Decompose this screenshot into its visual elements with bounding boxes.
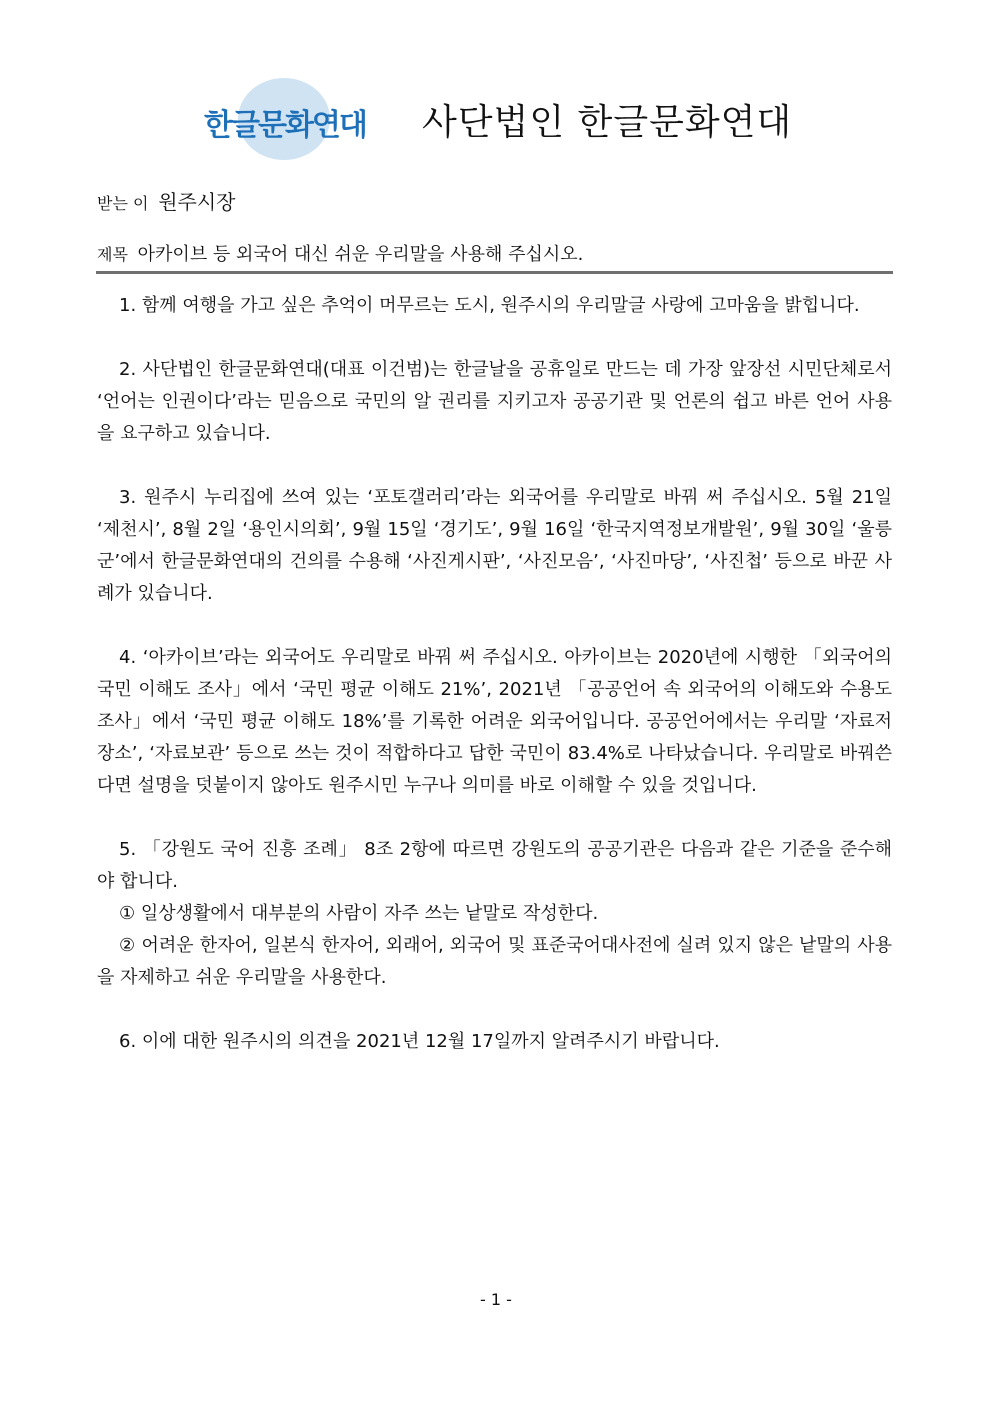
recipient-value: 원주시장 [158, 190, 236, 214]
paragraph-4: 4. ‘아카이브’라는 외국어도 우리말로 바꿔 써 주십시오. 아카이브는 2020년에 시행한 「외국어의 국민 이해도 조사」에서 ‘국민 평균 이해도 21%’, 2021년 「공공언어 속 외국어의 이해도와 수용도 조사」에서 ‘국민 평균 이해도 18%’를 기록한 어려운 외국어입니다. 공공언어에서는 우리말 ‘자료저장소’, ‘자료보관’ 등으로 쓰는 것이 적합하다고 답한 국민이 83.4%로 나타났습니다. 우리말로 바꿔쓴다면 설명을 덧붙이지 않아도 원주시민 누구나 의미를 바로 이해할 수 있을 것입니다. [97, 647, 892, 796]
recipient-line [97, 186, 235, 215]
organization-logo [200, 78, 390, 162]
paragraph-1: 1. 함께 여행을 가고 싶은 추억이 머무르는 도시, 원주시의 우리말글 사랑에 고마움을 밝힙니다. [119, 295, 860, 316]
paragraph-2: 2. 사단법인 한글문화연대(대표 이건범)는 한글날을 공휴일로 만드는 데 가장 앞장선 시민단체로서 ‘언어는 인권이다’라는 믿음으로 국민의 알 권리를 지키고자 공공기관 및 언론의 쉽고 바른 언어 사용을 요구하고 있습니다. [97, 359, 892, 444]
logo-wordmark: 한글문화연대 [204, 108, 366, 143]
subject-line [97, 240, 583, 266]
subject-value: 아카이브 등 외국어 대신 쉬운 우리말을 사용해 주십시오. [137, 244, 584, 265]
recipient-label: 받는 이 [97, 194, 149, 213]
letter-body [97, 290, 892, 1090]
organization-title: 사단법인 한글문화연대 [422, 102, 793, 143]
page-number: - 1 - [480, 1290, 512, 1309]
closing-paragraph: 6. 이에 대한 원주시의 의견을 2021년 12월 17일까지 알려주시기 바랍니다. [119, 1031, 720, 1052]
header-divider [96, 271, 893, 274]
subject-label: 제목 [97, 245, 128, 264]
criterion-2: ② 어려운 한자어, 일본식 한자어, 외래어, 외국어 및 표준국어대사전에 실려 있지 않은 낱말의 사용을 자제하고 쉬운 우리말을 사용한다. [97, 935, 892, 988]
paragraph-5: 5. 「강원도 국어 진흥 조례」 8조 2항에 따르면 강원도의 공공기관은 다음과 같은 기준을 준수해야 합니다. [97, 839, 892, 892]
letterhead [200, 78, 800, 162]
paragraph-3: 3. 원주시 누리집에 쓰여 있는 ‘포토갤러리’라는 외국어를 우리말로 바꿔 써 주십시오. 5월 21일 ‘제천시’, 8월 2일 ‘용인시의회’, 9월 15일 ‘경기도’, 9월 16일 ‘한국지역정보개발원’, 9월 30일 ‘울릉군’에서 한글문화연대의 건의를 수용해 ‘사진게시판’, ‘사진모음’, ‘사진마당’, ‘사진첩’ 등으로 바꾼 사례가 있습니다. [97, 487, 892, 604]
criterion-1: ① 일상생활에서 대부분의 사람이 자주 쓰는 낱말로 작성한다. [119, 903, 599, 924]
